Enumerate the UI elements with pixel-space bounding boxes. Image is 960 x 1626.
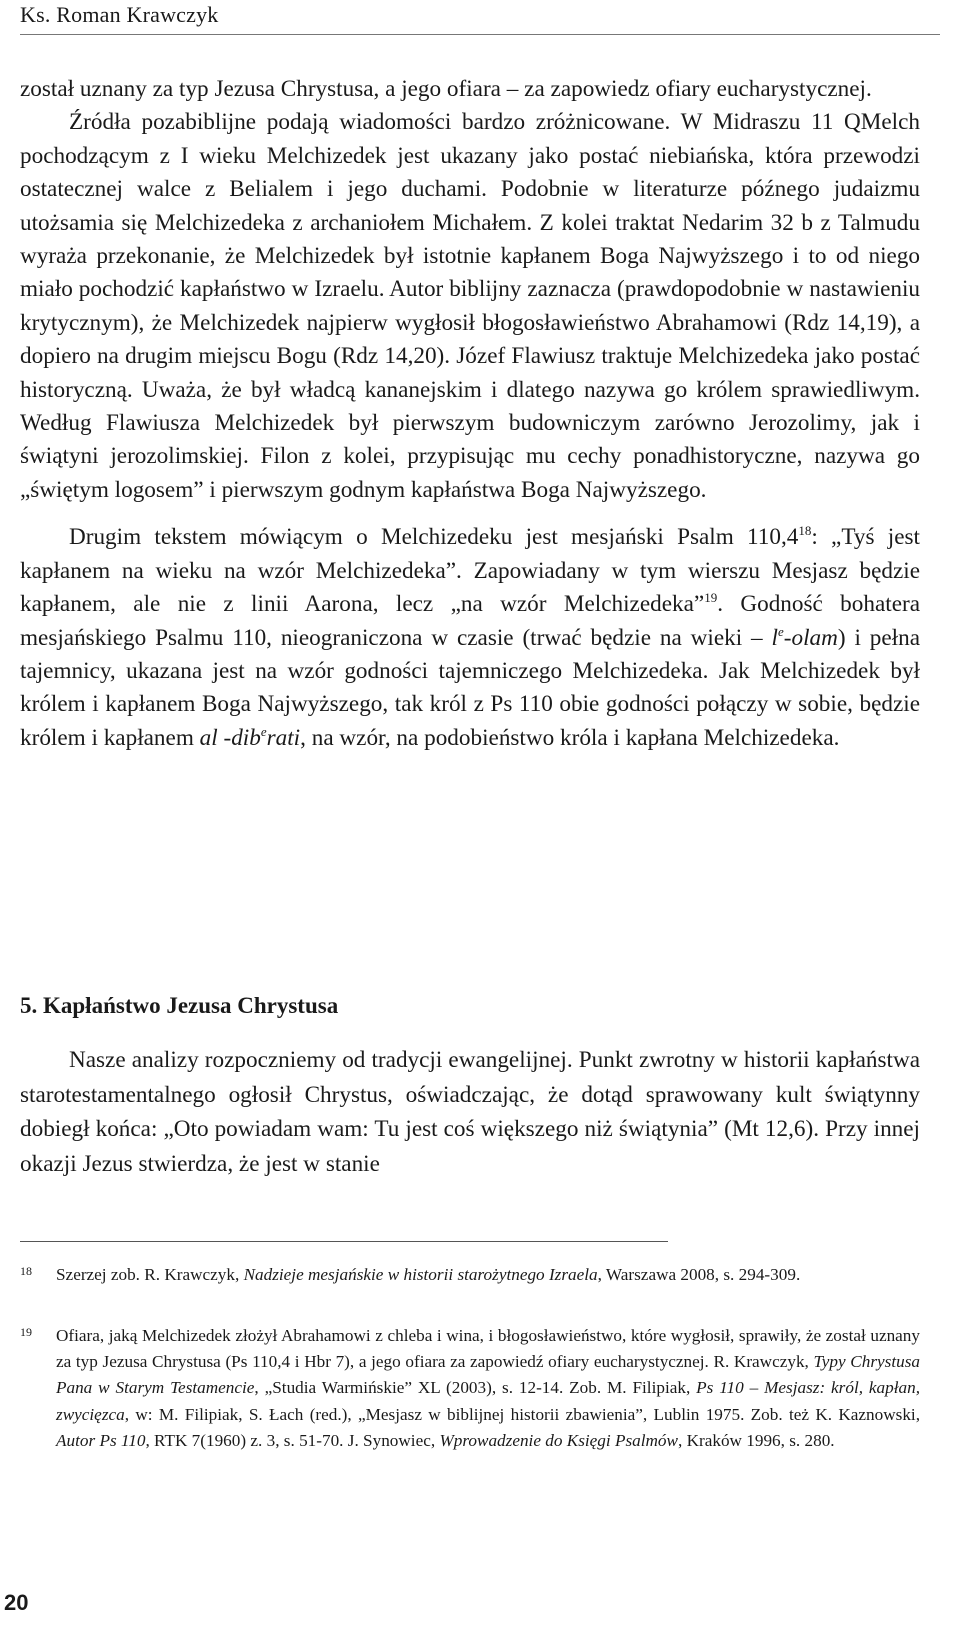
- section-heading: 5. Kapłaństwo Jezusa Chrystusa: [20, 993, 339, 1018]
- page-number: 20: [4, 1590, 29, 1615]
- footnote-number: 19: [20, 1325, 32, 1339]
- paragraph-2: Źródła pozabiblijne podają wiadomości bardzo zróżnicowane. W Midraszu 11 QMelch pochodzącym z I wieku Melchizedek jest ukazany jako postać niebiańska, która przewodzi ostatecznej walce z Belialem i jego duchami. Podobnie w literaturze późnego judaizmu utożsamia się Melchizedeka z archaniołem Michałem. Z kolei traktat Nedarim 32 b z Talmudu wyraża przekonanie, że Melchizedek był istotnie kapłanem Boga Najwyższego i to od niego miało pochodzić kapłaństwo w Izraelu. Autor biblijny zaznacza (prawdopodobnie w nastawieniu krytycznym), że Melchizedek najpierw wygłosił błogosławieństwo Abrahamowi (Rdz 14,19), a dopiero na drugim miejscu Bogu (Rdz 14,20). Józef Flawiusz traktuje Melchizedeka jako postać historyczną. Uważa, że był władcą kananejskim i dlatego nazywa go królem sprawiedliwym. Według Flawiusza Melchizedek był pierwszym budowniczym zarówno Jerozolimy, jak i świątyni jerozolimskiej. Filon z kolei, przypisując mu cechy ponadhistoryczne, nazywa go „świętym logosem” i pierwszym godnym kapłaństwa Boga Najwyższego.: [20, 109, 920, 503]
- running-head: Ks. Roman Krawczyk: [20, 2, 219, 27]
- hebrew-term-olam: $l^e$-olam: [771, 623, 838, 651]
- section-paragraph-1: Nasze analizy rozpoczniemy od tradycji ewangelijnej. Punkt zwrotny w historii kapłaństwa starotestamentalnego ogłosił Chrystus, oświadczając, że dotąd sprawowany kult świątynny dobiegł końca: „Oto powiadam wam: Tu jest coś większego niż świątynia” (Mt 12,6). Przy innej okazji Jezus stwierdza, że jest w stanie: [20, 1047, 920, 1177]
- paragraph-3-part-c: . Godność bohatera mesjańskiego Psalmu 110, nieograniczona w czasie (trwać będzie na wieki –: [20, 591, 920, 651]
- main-text: [20, 73, 920, 755]
- footnote-ref-19[interactable]: 19: [704, 590, 718, 606]
- footnote-title: Autor Ps 110: [56, 1430, 146, 1450]
- footnote-text: Szerzej zob. R. Krawczyk, Nadzieje mesjańskie w historii starożytnego Izraela, Warszawa 2008, s. 294-309.: [56, 1265, 801, 1284]
- footnote-rule: [20, 1241, 668, 1242]
- paragraph-1: został uznany za typ Jezusa Chrystusa, a jego ofiara – za zapowiedz ofiary eucharystycznej.: [20, 76, 872, 102]
- paragraph-3-part-a: Drugim tekstem mówiącym o Melchizedeku jest mesjański Psalm 110,4: [69, 524, 799, 551]
- header-rule: [20, 34, 940, 35]
- hebrew-term-dibrati: al -dib$^e$rati: [199, 723, 301, 751]
- footnote-18: [20, 1262, 920, 1288]
- footnote-19: [20, 1323, 920, 1454]
- paragraph-3-part-d: ) i pełna tajemnicy, ukazana jest na wzór godności tajemniczego Melchizedeka. Jak Melchizedek był królem i kapłanem Boga Najwyższego, tak król z Ps 110 obie godności połączy w sobie, będzie królem i kapłanem: [20, 624, 920, 751]
- footnote-title: Ps 110 – Mesjasz: król, kapłan, zwycięzca: [56, 1378, 920, 1424]
- footnote-title: Wprowadzenie do Księgi Psalmów: [439, 1430, 678, 1450]
- paragraph-3: [20, 521, 920, 755]
- paragraph-3-part-e: , na wzór, na podobieństwo króla i kapłana Melchizedeka.: [300, 724, 840, 751]
- footnote-title: Typy Chrystusa Pana w Starym Testamencie: [56, 1352, 921, 1398]
- footnote-ref-18[interactable]: 18: [798, 523, 812, 539]
- footnote-text: Ofiara, jaką Melchizedek złożył Abrahamowi z chleba i wina, i błogosławieństwo, które wygłosił, sprawiły, że został uznany za typ Jezusa Chrystusa (Ps 110,4 i Hbr 7), a jego ofiara za zapowiedź ofiary eucharystycznej. R. Krawczyk, Typy Chrystusa Pana w Starym Testamencie, „Studia Warmińskie” XL (2003), s. 12-14. Zob. M. Filipiak, Ps 110 – Mesjasz: król, kapłan, zwycięzca, w: M. Filipiak, S. Łach (red.), „Mesjasz w biblijnej historii zbawienia”, Lublin 1975. Zob. też K. Kaznowski, Autor Ps 110, RTK 7(1960) z. 3, s. 51-70. J. Synowiec, Wprowadzenie do Księgi Psalmów, Kraków 1996, s. 280.: [56, 1326, 921, 1450]
- footnote-number: 18: [20, 1264, 32, 1278]
- section-text: [20, 1043, 920, 1181]
- paragraph-3-part-b: : „Tyś jest kapłanem na wieku na wzór Melchizedeka”. Zapowiadany w tym wierszu Mesjasz będzie kapłanem, ale nie z linii Aarona, lecz „na wzór Melchizedeka”: [20, 524, 920, 618]
- footnote-title: Nadzieje mesjańskie w historii starożytnego Izraela: [243, 1265, 598, 1284]
